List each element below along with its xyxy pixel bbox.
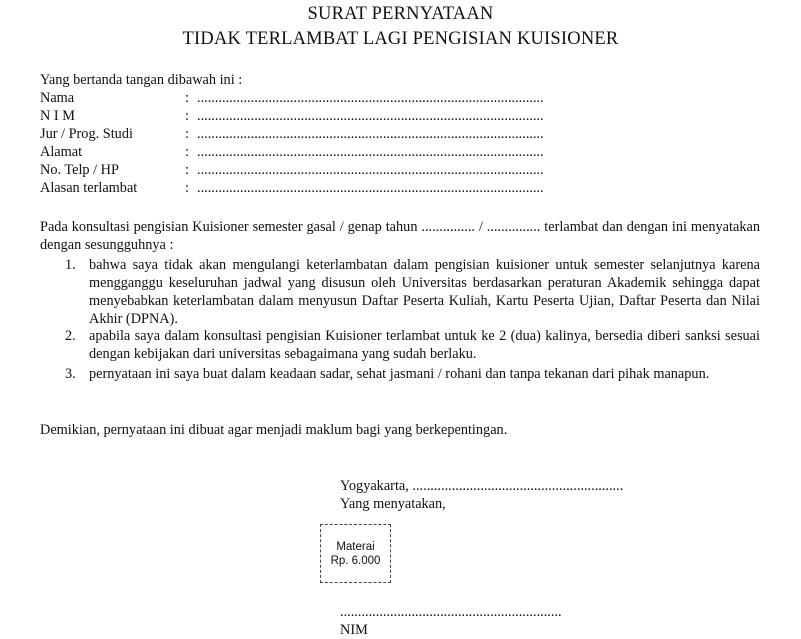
field-blank: ................................................................................................. [197, 126, 544, 142]
field-blank: ................................................................................................. [197, 144, 544, 160]
field-blank: ................................................................................................. [197, 162, 544, 178]
intro-text: Yang bertanda tangan dibawah ini : [40, 72, 243, 88]
document-title: SURAT PERNYATAAN [307, 4, 494, 24]
field-colon: : [185, 126, 189, 142]
statement-item: apabila saya dalam konsultasi pengisian Kuisioner terlambat untuk ke 2 (dua) kalinya, bersedia diberi sanksi sesuai dengan kebijakan dari universitas sebagaimana yang sudah berlaku. [89, 328, 760, 362]
field-label: Alasan terlambat [40, 180, 138, 196]
field-colon: : [185, 180, 189, 196]
field-colon: : [185, 108, 189, 124]
stamp-label: Materai [336, 541, 375, 553]
main-statement: Pada konsultasi pengisian Kuisioner semester gasal / genap tahun ............... / ............... terlambat dan dengan ini menyatakan dengan sesungguhnya : [40, 219, 760, 253]
document-subtitle: TIDAK TERLAMBAT LAGI PENGISIAN KUISIONER [182, 29, 619, 49]
field-blank: ................................................................................................. [197, 108, 544, 124]
field-colon: : [185, 90, 189, 106]
statement-item: bahwa saya tidak akan mengulangi keterlambatan dalam pengisian kuisioner untuk semester selanjutnya karena mengganggu keseluruhan jadwal yang disusun oleh Universitas berdasarkan peraturan Akademik sehingga dapat menyebabkan keterlambatan dalam menyusun Daftar Peserta Kuliah, Kartu Peserta Ujian, Daftar Peserta dan Nilai Akhir (DPNA). [89, 257, 760, 327]
item-number: 3. [65, 366, 76, 382]
materai-stamp-box [320, 524, 391, 583]
statement-item: pernyataan ini saya buat dalam keadaan sadar, sehat jasmani / rohani dan tanpa tekanan dari pihak manapun. [89, 366, 710, 382]
stated-by-label: Yang menyatakan, [340, 496, 446, 512]
field-blank: ................................................................................................. [197, 90, 544, 106]
field-label: Jur / Prog. Studi [40, 126, 133, 142]
field-blank: ................................................................................................. [197, 180, 544, 196]
field-colon: : [185, 144, 189, 160]
field-label: Alamat [40, 144, 83, 160]
field-colon: : [185, 162, 189, 178]
field-label: Nama [40, 90, 75, 106]
stamp-value: Rp. 6.000 [330, 555, 381, 567]
field-label: No. Telp / HP [40, 162, 119, 178]
item-number: 2. [65, 328, 76, 344]
item-number: 1. [65, 257, 76, 273]
place-date-line: Yogyakarta, ........................................................... [340, 478, 624, 494]
closing-text: Demikian, pernyataan ini dibuat agar menjadi maklum bagi yang berkepentingan. [40, 422, 508, 438]
signature-nim-label: NIM [340, 622, 368, 638]
signature-name-line: .............................................................. [340, 604, 562, 620]
field-label: N I M [40, 108, 75, 124]
